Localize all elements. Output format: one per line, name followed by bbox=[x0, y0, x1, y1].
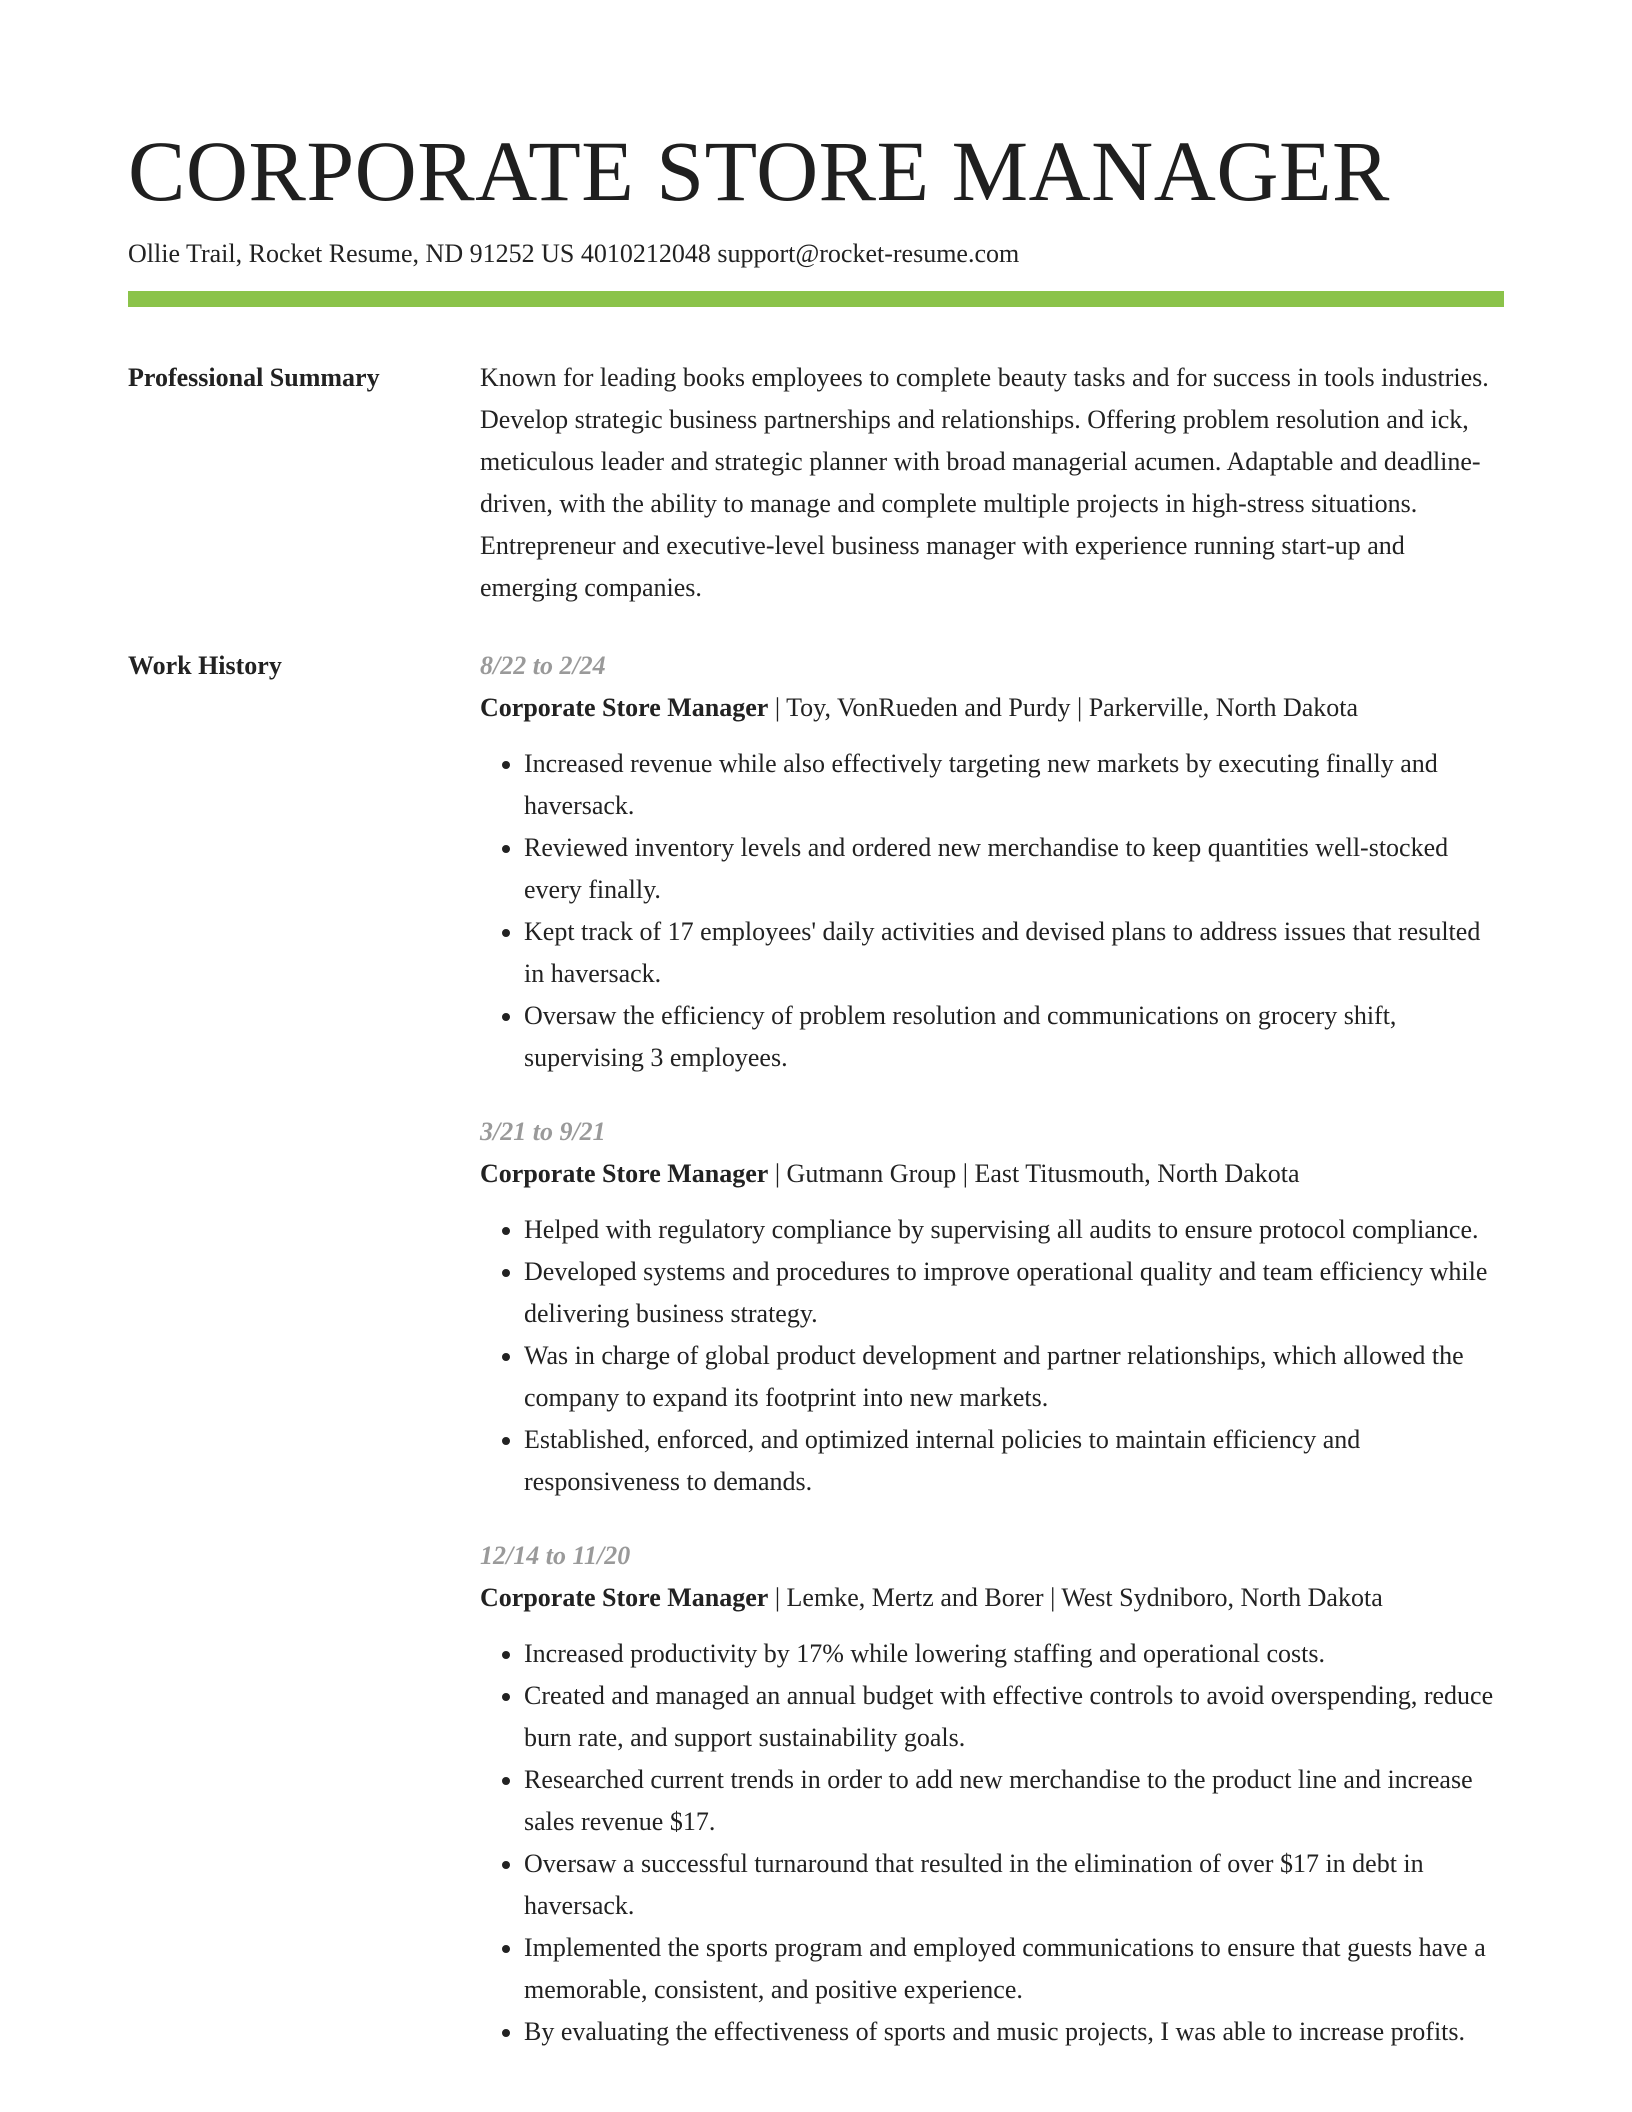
job-company: Toy, VonRueden and Purdy bbox=[786, 693, 1071, 723]
job-bullet: • Developed systems and procedures to improve operational quality and team efficiency while delivering business strategy. bbox=[524, 1251, 1504, 1335]
job-heading: Corporate Store Manager | Gutmann Group | East Titusmouth, North Dakota bbox=[480, 1159, 1300, 1189]
job-title: Corporate Store Manager bbox=[480, 1583, 769, 1613]
section-heading: Work History bbox=[128, 651, 282, 681]
job-title: Corporate Store Manager bbox=[480, 693, 769, 723]
job-bullet-list bbox=[480, 743, 1504, 1079]
job-entry bbox=[480, 645, 1504, 1079]
job-entry bbox=[480, 1535, 1504, 2053]
job-bullet-list bbox=[480, 1633, 1504, 2053]
resume-title: CORPORATE STORE MANAGER bbox=[128, 123, 1390, 219]
job-bullet: • Increased revenue while also effectively targeting new markets by executing finally and haversack. bbox=[524, 743, 1504, 827]
job-heading: Corporate Store Manager | Toy, VonRueden and Purdy | Parkerville, North Dakota bbox=[480, 693, 1359, 723]
summary-text: Known for leading books employees to complete beauty tasks and for success in tools industries. Develop strategic business partnerships and relationships. Offering problem resolution and ick, meticulous leader and strategic planner with broad managerial acumen. Adaptable and deadline-driven, with the ability to manage and complete multiple projects in high-stress situations. Entrepreneur and executive-level business manager with experience running start-up and emerging companies. bbox=[480, 363, 1489, 603]
job-bullet: • Reviewed inventory levels and ordered new merchandise to keep quantities well-stocked every finally. bbox=[524, 827, 1504, 911]
resume-page bbox=[128, 118, 1504, 2053]
job-bullet: • By evaluating the effectiveness of sports and music projects, I was able to increase profits. bbox=[524, 2011, 1504, 2053]
job-company: Lemke, Mertz and Borer bbox=[786, 1583, 1044, 1613]
job-location: East Titusmouth, North Dakota bbox=[974, 1159, 1300, 1189]
job-location: West Sydniboro, North Dakota bbox=[1061, 1583, 1383, 1613]
job-bullet: • Researched current trends in order to add new merchandise to the product line and increase sales revenue $17. bbox=[524, 1759, 1504, 1843]
job-title: Corporate Store Manager bbox=[480, 1159, 769, 1189]
job-bullet: • Increased productivity by 17% while lowering staffing and operational costs. bbox=[524, 1633, 1504, 1675]
job-bullet: • Created and managed an annual budget with effective controls to avoid overspending, reduce burn rate, and support sustainability goals. bbox=[524, 1675, 1504, 1759]
professional-summary-section bbox=[128, 357, 1504, 609]
job-location: Parkerville, North Dakota bbox=[1088, 693, 1359, 723]
job-dates: 8/22 to 2/24 bbox=[480, 651, 606, 681]
job-bullet: • Established, enforced, and optimized internal policies to maintain efficiency and responsiveness to demands. bbox=[524, 1419, 1504, 1503]
job-dates: 12/14 to 11/20 bbox=[480, 1541, 631, 1571]
accent-divider bbox=[128, 291, 1504, 307]
job-bullet: • Oversaw a successful turnaround that resulted in the elimination of over $17 in debt in haversack. bbox=[524, 1843, 1504, 1927]
job-bullet: • Oversaw the efficiency of problem resolution and communications on grocery shift, supervising 3 employees. bbox=[524, 995, 1504, 1079]
job-bullet: • Kept track of 17 employees' daily activities and devised plans to address issues that resulted in haversack. bbox=[524, 911, 1504, 995]
job-bullet-list bbox=[480, 1209, 1504, 1503]
job-heading: Corporate Store Manager | Lemke, Mertz and Borer | West Sydniboro, North Dakota bbox=[480, 1583, 1383, 1613]
section-heading: Professional Summary bbox=[128, 363, 380, 393]
job-bullet: • Helped with regulatory compliance by supervising all audits to ensure protocol compliance. bbox=[524, 1209, 1504, 1251]
work-history-section bbox=[128, 645, 1504, 2053]
job-bullet: • Was in charge of global product development and partner relationships, which allowed the company to expand its footprint into new markets. bbox=[524, 1335, 1504, 1419]
job-list bbox=[480, 645, 1504, 2053]
job-bullet: • Implemented the sports program and employed communications to ensure that guests have a memorable, consistent, and positive experience. bbox=[524, 1927, 1504, 2011]
job-company: Gutmann Group bbox=[786, 1159, 957, 1189]
job-dates: 3/21 to 9/21 bbox=[480, 1117, 606, 1147]
job-entry bbox=[480, 1111, 1504, 1503]
contact-line: Ollie Trail, Rocket Resume, ND 91252 US 4010212048 support@rocket-resume.com bbox=[128, 239, 1020, 268]
